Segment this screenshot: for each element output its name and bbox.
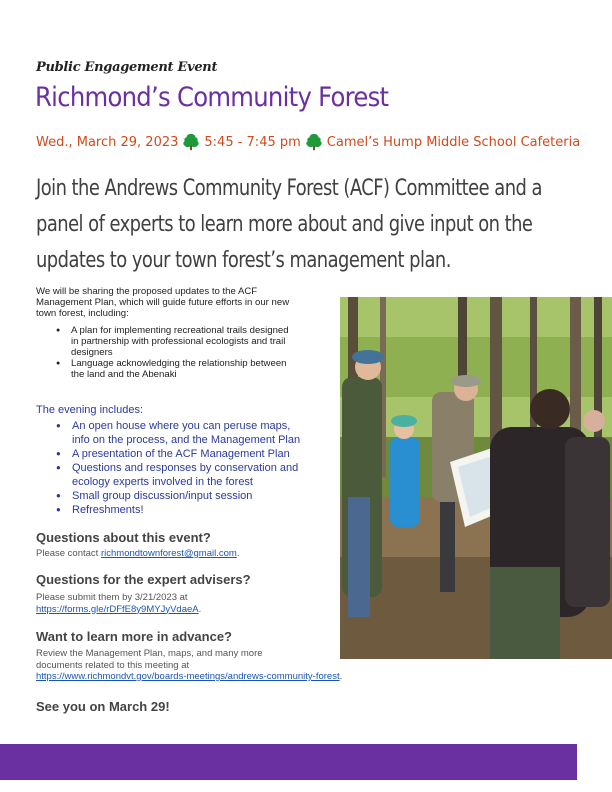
contact-email-link[interactable]: richmondtownforest@gmail.com (100, 548, 237, 559)
list-item-line: ● An open house where you can peruse maps, (72, 420, 291, 432)
form-link[interactable]: https://forms.gle/rDFfE8y9MYJyVdaeA (36, 603, 199, 615)
list-item-line: ● A presentation of the ACF Management Plan (72, 448, 290, 460)
list-item (36, 461, 336, 489)
list-item-line: ● Small group discussion/input session (72, 490, 253, 502)
learn-more-heading: Want to learn more in advance? (36, 629, 233, 644)
punctuation: . (236, 548, 240, 559)
list-item (36, 447, 336, 461)
evening-heading: The evening includes: (36, 404, 144, 416)
list-item-line: the land and the Abenaki (71, 369, 177, 380)
learn-more-line: Review the Management Plan, maps, and many more (36, 648, 263, 659)
list-item-line: in partnership with professional ecologists and trail (71, 336, 286, 347)
tree-icon (305, 133, 323, 151)
intro-line: Management Plan, which will guide future efforts in our new (36, 297, 290, 308)
list-item (36, 419, 336, 447)
event-time: 5:45 - 7:45 pm (204, 134, 301, 150)
event-info-line (36, 133, 580, 151)
experts-questions-heading: Questions for the expert advisers? (36, 572, 251, 587)
headline (36, 170, 596, 278)
footer-bar (0, 744, 577, 780)
contact-label: Please contact (36, 548, 101, 559)
event-kicker: Public Engagement Event (36, 60, 218, 75)
headline-line: Join the Andrews Community Forest (ACF) Committee and a (36, 175, 542, 201)
list-item (36, 503, 336, 517)
boards-meetings-link[interactable]: https://www.richmondvt.gov/boards-meetings/andrews-community-forest (36, 671, 340, 682)
tree-icon (182, 133, 200, 151)
headline-line: updates to your town forest’s management plan. (36, 247, 451, 273)
intro-paragraph (36, 286, 336, 319)
list-item-line: ecology experts involved in the forest (72, 476, 253, 488)
intro-line: We will be sharing the proposed updates to the ACF (36, 286, 258, 297)
list-item-line: ● Refreshments! (72, 504, 144, 516)
list-item-line: ● Language acknowledging the relationship between (71, 358, 287, 369)
submit-label: Please submit them by 3/21/2023 at (36, 592, 188, 603)
forest-group-photo-icon (340, 297, 612, 659)
list-item (36, 358, 336, 380)
list-item (36, 325, 336, 358)
punctuation: . (339, 671, 343, 682)
list-item-line: ● Questions and responses by conservation and (72, 462, 299, 474)
evening-list (36, 419, 336, 517)
closing-text: See you on March 29! (36, 699, 170, 714)
punctuation: . (198, 603, 202, 615)
page-title: Richmond’s Community Forest (35, 82, 389, 113)
list-item-line: designers (71, 347, 113, 358)
headline-line: panel of experts to learn more about and give input on the (36, 211, 533, 237)
intro-line: town forest, including: (36, 308, 129, 319)
list-item (36, 489, 336, 503)
list-item-line: ● A plan for implementing recreational trails designed (71, 325, 289, 336)
event-location: Camel’s Hump Middle School Cafeteria (326, 134, 581, 150)
list-item-line: info on the process, and the Management Plan (72, 434, 301, 446)
learn-more-line: documents related to this meeting at (36, 659, 190, 671)
plan-updates-list (36, 325, 336, 380)
event-questions-heading: Questions about this event? (36, 530, 211, 545)
event-date: Wed., March 29, 2023 (36, 134, 179, 150)
